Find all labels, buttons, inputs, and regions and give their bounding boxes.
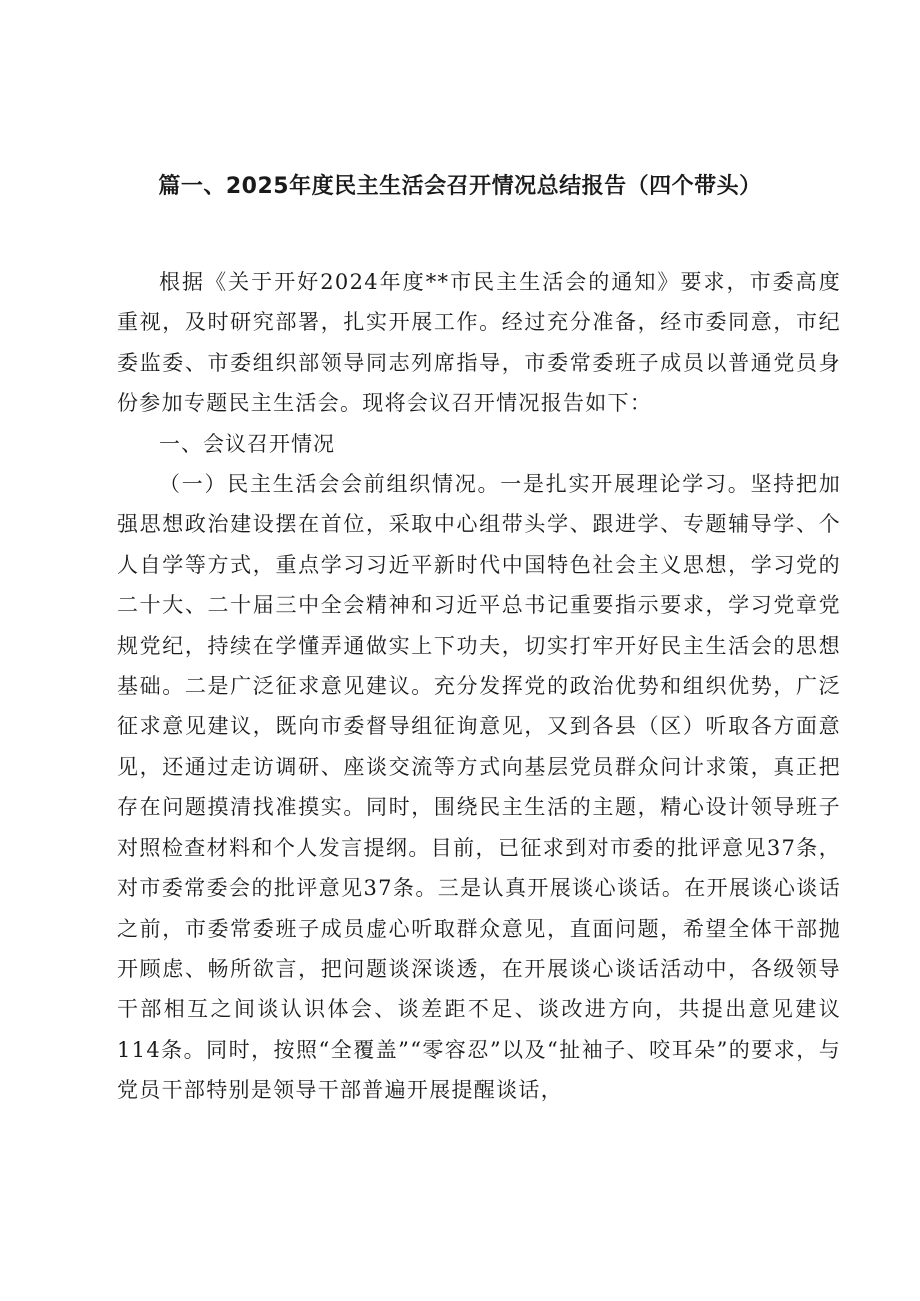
document-title: 篇一、2025年度民主生活会召开情况总结报告（四个带头）: [158, 174, 762, 199]
document-body: [117, 262, 841, 1111]
section-paragraph: （一）民主生活会会前组织情况。一是扎实开展理论学习。坚持把加强思想政治建设摆在首位，采取中心组带头学、跟进学、专题辅导学、个人自学等方式，重点学习习近平新时代中国特色社会主义思想，学习党的二十大、二十届三中全会精神和习近平总书记重要指示要求，学习党章党规党纪，持续在学懂弄通做实上下功夫，切实打牢开好民主生活会的思想基础。二是广泛征求意见建议。充分发挥党的政治优势和组织优势，广泛征求意见建议，既向市委督导组征询意见，又到各县（区）听取各方面意见，还通过走访调研、座谈交流等方式向基层党员群众问计求策，真正把存在问题摸清找准摸实。同时，围绕民主生活的主题，精心设计领导班子对照检查材料和个人发言提纲。目前，已征求到对市委的批评意见37条，对市委常委会的批评意见37条。三是认真开展谈心谈话。在开展谈心谈话之前，市委常委班子成员虚心听取群众意见，直面问题，希望全体干部抛开顾虑、畅所欲言，把问题谈深谈透，在开展谈心谈话活动中，各级领导干部相互之间谈认识体会、谈差距不足、谈改进方向，共提出意见建议114条。同时，按照“全覆盖”“零容忍”以及“扯袖子、咬耳朵”的要求，与党员干部特别是领导干部普遍开展提醒谈话，: [117, 472, 841, 1103]
section-heading: 一、会议召开情况: [159, 431, 335, 456]
intro-paragraph: 根据《关于开好2024年度**市民主生活会的通知》要求，市委高度重视，及时研究部署，扎实开展工作。经过充分准备，经市委同意，市纪委监委、市委组织部领导同志列席指导，市委常委班子成员以普通党员身份参加专题民主生活会。现将会议召开情况报告如下：: [117, 270, 841, 416]
